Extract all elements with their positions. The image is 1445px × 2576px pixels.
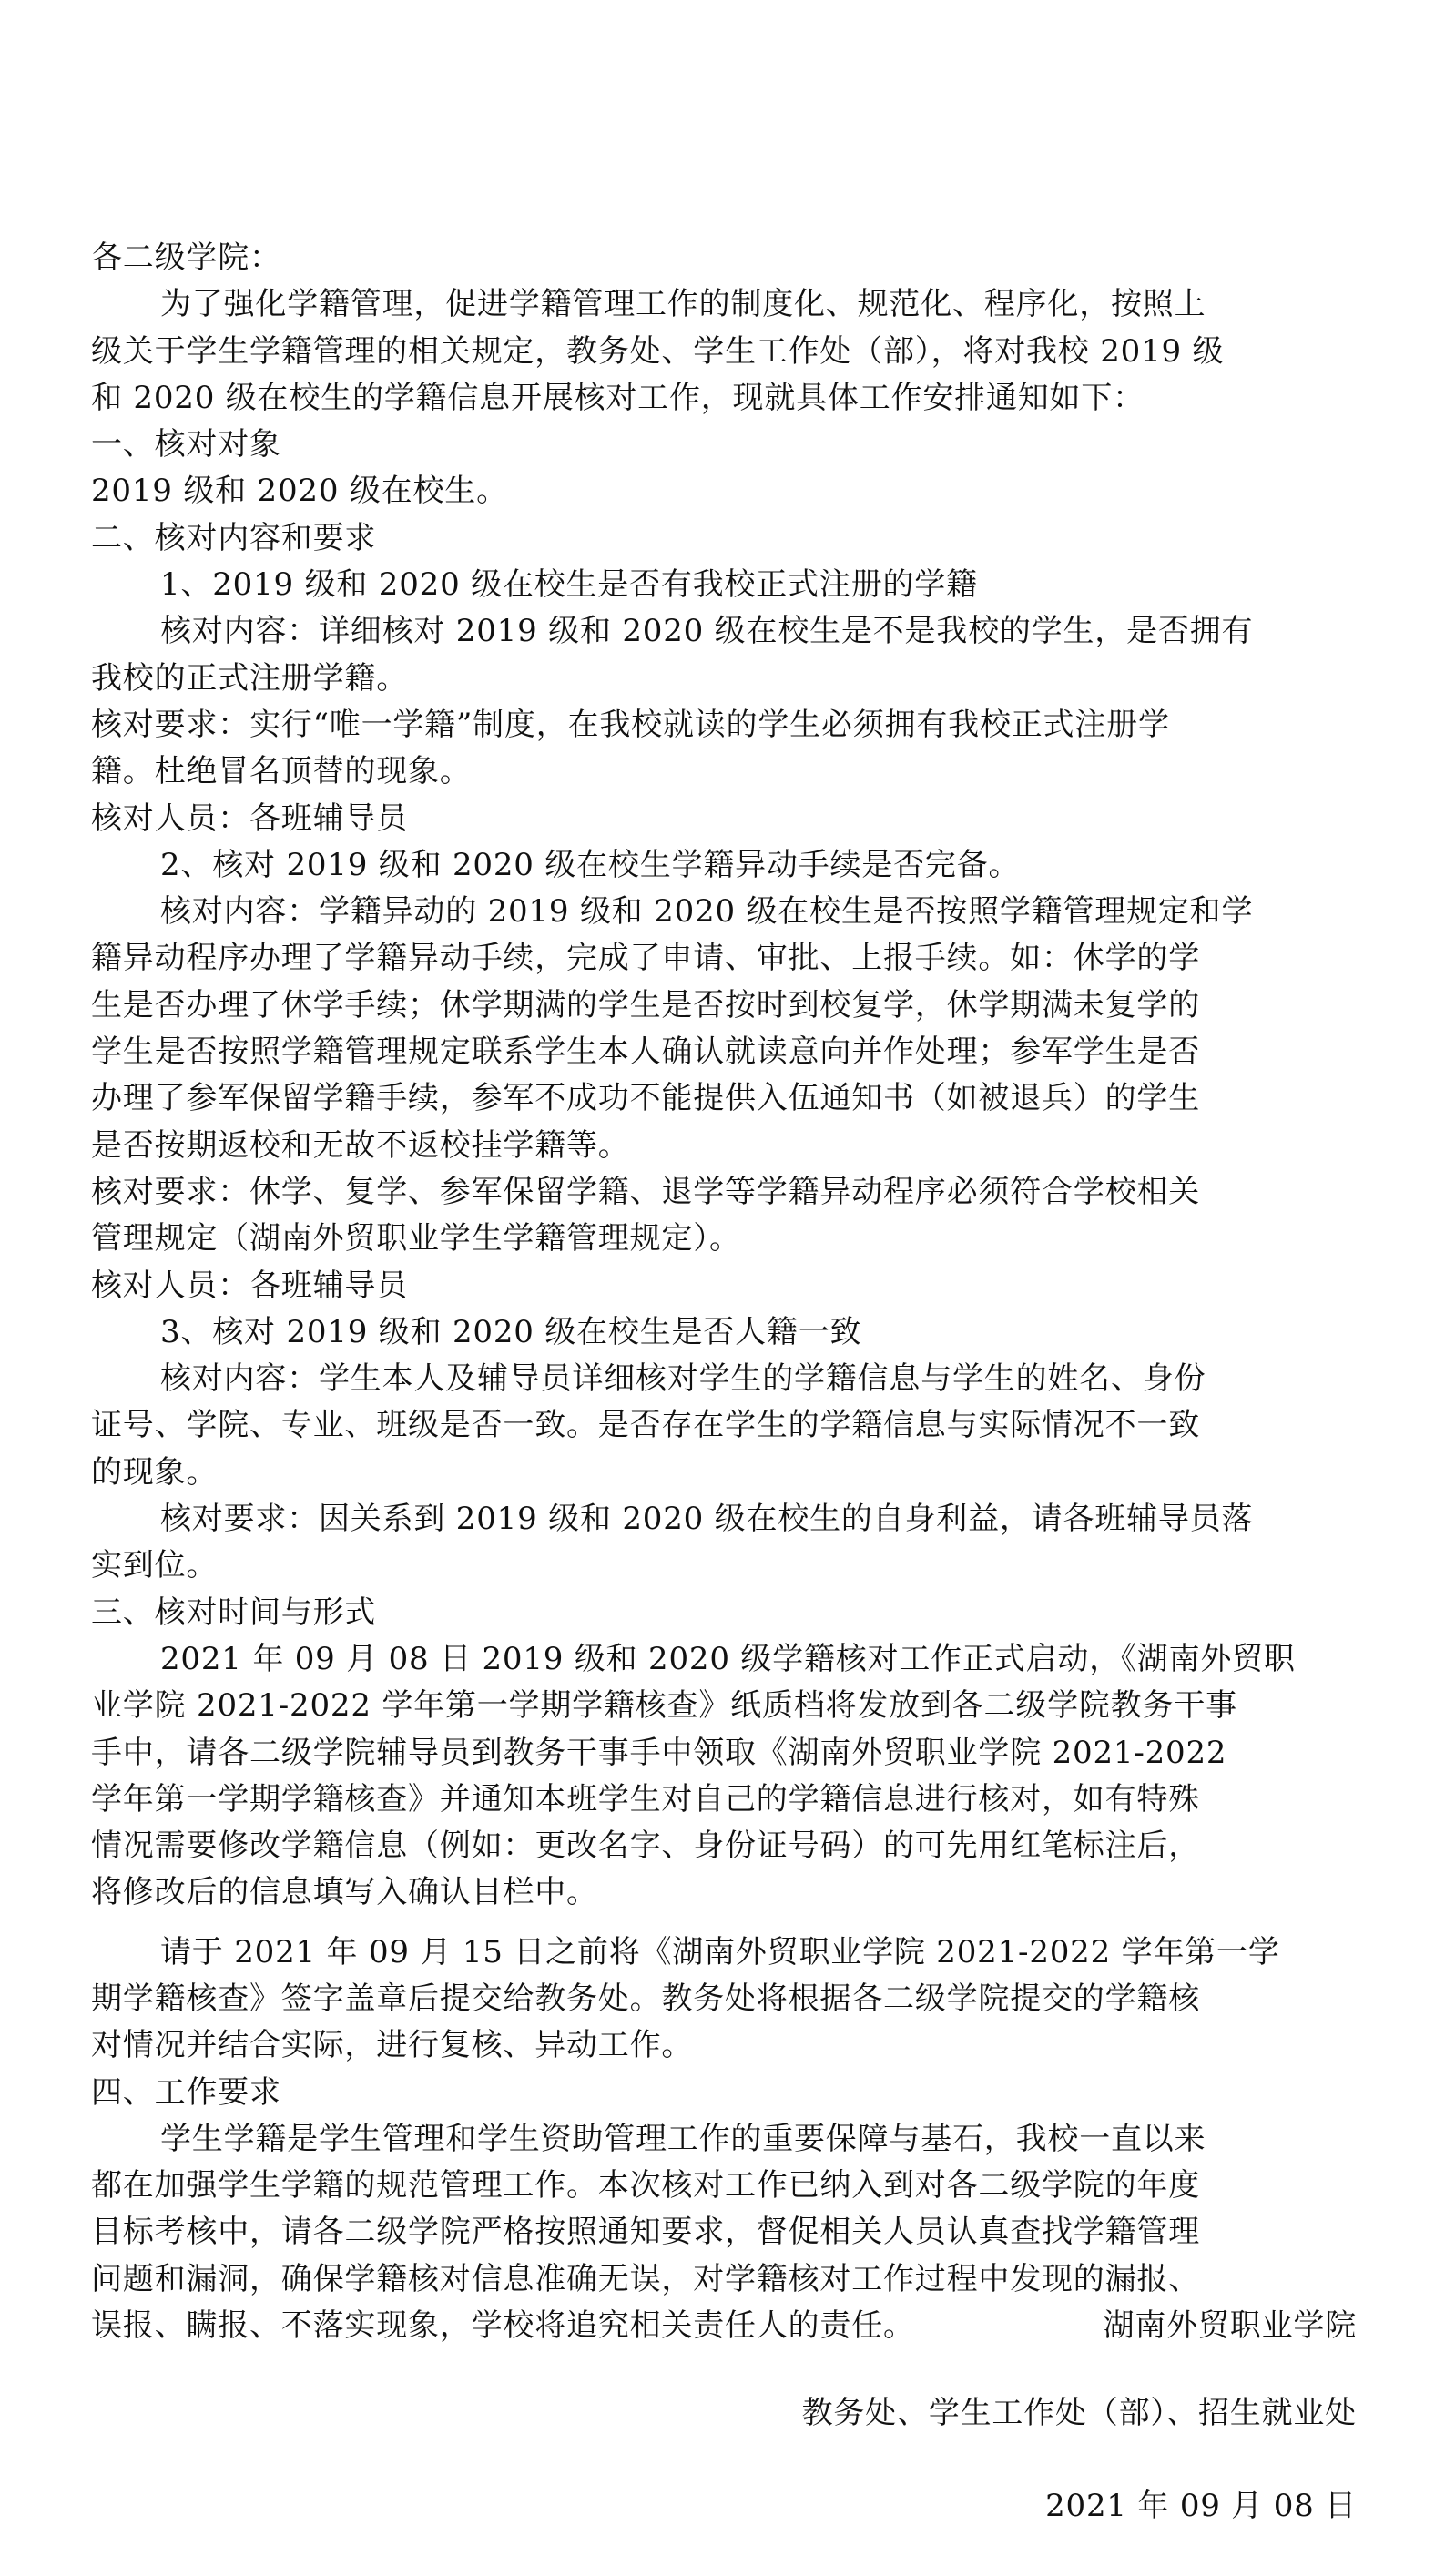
paragraph-line: 我校的正式注册学籍。	[91, 659, 408, 697]
section-heading: 一、核对对象	[91, 426, 281, 463]
subsection-heading: 3、核对 2019 级和 2020 级在校生是否人籍一致	[160, 1313, 862, 1350]
paragraph-line: 的现象。	[91, 1453, 219, 1491]
signature-date: 2021 年 09 月 08 日	[1045, 2488, 1357, 2524]
salutation: 各二级学院：	[91, 239, 281, 276]
intro-paragraph-line: 和 2020 级在校生的学籍信息开展核对工作，现就具体工作安排通知如下：	[91, 379, 1145, 416]
paragraph-line: 目标考核中，请各二级学院严格按照通知要求，督促相关人员认真查找学籍管理	[91, 2214, 1200, 2251]
paragraph-line: 手中，请各二级学院辅导员到教务干事手中领取《湖南外贸职业学院 2021-2022	[91, 1734, 1227, 1771]
paragraph-line: 2021 年 09 月 08 日 2019 级和 2020 级学籍核对工作正式启动，《湖南外贸职	[160, 1640, 1296, 1677]
paragraph-line: 学生学籍是学生管理和学生资助管理工作的重要保障与基石，我校一直以来	[160, 2120, 1206, 2157]
paragraph-line: 问题和漏洞，确保学籍核对信息准确无误，对学籍核对工作过程中发现的漏报、	[91, 2260, 1200, 2297]
section-heading: 二、核对内容和要求	[91, 519, 377, 556]
paragraph-line: 实到位。	[91, 1547, 219, 1584]
section-heading: 四、工作要求	[91, 2073, 281, 2111]
paragraph-line: 核对要求：休学、复学、参军保留学籍、退学等学籍异动程序必须符合学校相关	[91, 1173, 1200, 1210]
paragraph-line: 核对内容：学生本人及辅导员详细核对学生的学籍信息与学生的姓名、身份	[160, 1360, 1206, 1398]
paragraph-line: 办理了参军保留学籍手续，参军不成功不能提供入伍通知书（如被退兵）的学生	[91, 1080, 1200, 1117]
subsection-heading: 1、2019 级和 2020 级在校生是否有我校正式注册的学籍	[160, 566, 978, 604]
paragraph-line: 生是否办理了休学手续；休学期满的学生是否按时到校复学，休学期满未复学的	[91, 986, 1200, 1023]
paragraph-line: 证号、学院、专业、班级是否一致。是否存在学生的学籍信息与实际情况不一致	[91, 1407, 1200, 1444]
paragraph-line: 管理规定（湖南外贸职业学生学籍管理规定）。	[91, 1220, 741, 1257]
paragraph-line: 学年第一学期学籍核查》并通知本班学生对自己的学籍信息进行核对，如有特殊	[91, 1780, 1200, 1817]
paragraph-line: 学生是否按照学籍管理规定联系学生本人确认就读意向并作处理；参军学生是否	[91, 1033, 1200, 1071]
paragraph-line: 将修改后的信息填写入确认目栏中。	[91, 1874, 598, 1911]
paragraph-line: 误报、瞒报、不落实现象，学校将追究相关责任人的责任。	[91, 2307, 915, 2345]
paragraph-line: 2019 级和 2020 级在校生。	[91, 473, 508, 510]
signature-institution: 湖南外贸职业学院	[1103, 2307, 1357, 2344]
paragraph-line: 核对内容：学籍异动的 2019 级和 2020 级在校生是否按照学籍管理规定和学	[160, 893, 1254, 931]
subsection-heading: 2、核对 2019 级和 2020 级在校生学籍异动手续是否完备。	[160, 846, 1021, 883]
intro-paragraph-line: 级关于学生学籍管理的相关规定，教务处、学生工作处（部），将对我校 2019 级	[91, 332, 1225, 370]
paragraph-line: 核对要求：因关系到 2019 级和 2020 级在校生的自身利益，请各班辅导员落	[160, 1501, 1254, 1538]
signature-departments: 教务处、学生工作处（部）、招生就业处	[801, 2395, 1357, 2431]
paragraph-line: 业学院 2021-2022 学年第一学期学籍核查》纸质档将发放到各二级学院教务干事	[91, 1687, 1237, 1725]
paragraph-line: 情况需要修改学籍信息（例如：更改名字、身份证号码）的可先用红笔标注后，	[91, 1828, 1200, 1865]
paragraph-line: 籍异动程序办理了学籍异动手续，完成了申请、审批、上报手续。如：休学的学	[91, 940, 1200, 977]
paragraph-line: 籍。杜绝冒名顶替的现象。	[91, 753, 472, 790]
paragraph-line: 核对人员：各班辅导员	[91, 1267, 408, 1304]
paragraph-line: 核对要求：实行“唯一学籍”制度，在我校就读的学生必须拥有我校正式注册学	[91, 706, 1170, 743]
intro-paragraph-line: 为了强化学籍管理，促进学籍管理工作的制度化、规范化、程序化，按照上	[160, 286, 1206, 323]
paragraph-line: 核对人员：各班辅导员	[91, 799, 408, 837]
paragraph-line: 期学籍核查》签字盖章后提交给教务处。教务处将根据各二级学院提交的学籍核	[91, 1980, 1200, 2017]
section-heading: 三、核对时间与形式	[91, 1593, 377, 1631]
paragraph-line: 请于 2021 年 09 月 15 日之前将《湖南外贸职业学院 2021-2022 学年第一学	[160, 1933, 1280, 1970]
paragraph-line: 是否按期返校和无故不返校挂学籍等。	[91, 1126, 630, 1164]
paragraph-line: 都在加强学生学籍的规范管理工作。本次核对工作已纳入到对各二级学院的年度	[91, 2167, 1200, 2204]
document-body	[91, 235, 1357, 2349]
paragraph-line: 对情况并结合实际，进行复核、异动工作。	[91, 2027, 694, 2064]
paragraph-line: 核对内容：详细核对 2019 级和 2020 级在校生是不是我校的学生，是否拥有	[160, 613, 1254, 650]
